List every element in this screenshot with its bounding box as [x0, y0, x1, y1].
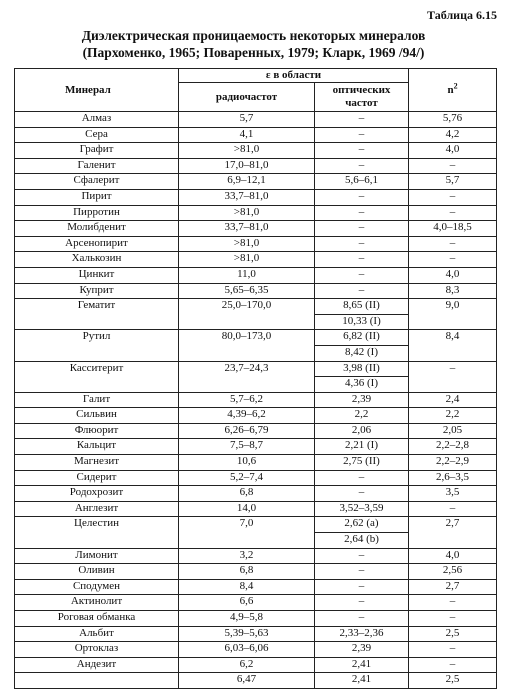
table-title	[0, 27, 507, 61]
radio-value-cell: 4,9–5,8	[179, 611, 315, 627]
table-row	[15, 470, 497, 486]
radio-value-cell: 6,03–6,06	[179, 642, 315, 658]
table-row	[15, 501, 497, 517]
radio-value-cell: 6,9–12,1	[179, 174, 315, 190]
mineral-name-cell: Флюорит	[15, 423, 179, 439]
n-squared-value-cell: 3,5	[409, 486, 497, 502]
table-row	[15, 626, 497, 642]
n-squared-value-cell: –	[409, 189, 497, 205]
n-squared-value-cell: 2,2	[409, 408, 497, 424]
optical-value-cell: –	[315, 158, 409, 174]
radio-value-cell: 7,0	[179, 517, 315, 548]
radio-value-cell: 14,0	[179, 501, 315, 517]
optical-value-cell: 2,41	[315, 657, 409, 673]
n-squared-value-cell: 2,6–3,5	[409, 470, 497, 486]
optical-value-cell: 10,33 (I)	[315, 314, 409, 330]
n-squared-value-cell: 2,5	[409, 626, 497, 642]
optical-value-cell: 5,6–6,1	[315, 174, 409, 190]
n-squared-value-cell: 2,2–2,9	[409, 455, 497, 471]
mineral-name-cell: Сподумен	[15, 579, 179, 595]
n-squared-value-cell: 8,4	[409, 330, 497, 361]
n-squared-value-cell: 8,3	[409, 283, 497, 299]
radio-value-cell: 80,0–173,0	[179, 330, 315, 361]
optical-value-cell: 2,39	[315, 642, 409, 658]
optical-value-cell: 2,64 (b)	[315, 533, 409, 549]
n-squared-value-cell: –	[409, 657, 497, 673]
table-row	[15, 423, 497, 439]
optical-value-cell: 2,75 (II)	[315, 455, 409, 471]
table-row	[15, 205, 497, 221]
mineral-name-cell: Роговая обманка	[15, 611, 179, 627]
n-squared-value-cell: 2,56	[409, 564, 497, 580]
radio-value-cell: 33,7–81,0	[179, 221, 315, 237]
mineral-name-cell: Целестин	[15, 517, 179, 548]
n-squared-value-cell: 4,0	[409, 548, 497, 564]
header-epsilon-region: ε в области	[179, 69, 409, 83]
mineral-name-cell: Галенит	[15, 158, 179, 174]
n-squared-value-cell: –	[409, 501, 497, 517]
n-squared-value-cell: 4,0	[409, 143, 497, 159]
optical-value-cell: 2,41	[315, 673, 409, 689]
mineral-name-cell: Актинолит	[15, 595, 179, 611]
radio-value-cell: 7,5–8,7	[179, 439, 315, 455]
n-letter: n	[447, 83, 454, 96]
table-row	[15, 158, 497, 174]
mineral-name-cell: Пирротин	[15, 205, 179, 221]
n-squared-value-cell: –	[409, 611, 497, 627]
n-squared-value-cell: 4,0–18,5	[409, 221, 497, 237]
radio-value-cell: 4,39–6,2	[179, 408, 315, 424]
table-row	[15, 673, 497, 689]
optical-value-cell: –	[315, 205, 409, 221]
header-radio: радиочастот	[179, 83, 315, 112]
optical-value-cell: 8,42 (I)	[315, 345, 409, 361]
mineral-name-cell: Сфалерит	[15, 174, 179, 190]
n-squared-value-cell: 5,7	[409, 174, 497, 190]
n-squared-value-cell: 2,7	[409, 517, 497, 548]
n-squared-value-cell: 2,5	[409, 673, 497, 689]
optical-value-cell: –	[315, 564, 409, 580]
table-row	[15, 579, 497, 595]
mineral-name-cell: Магнезит	[15, 455, 179, 471]
mineral-name-cell: Англезит	[15, 501, 179, 517]
table-row	[15, 642, 497, 658]
optical-value-cell: 3,98 (II)	[315, 361, 409, 377]
table-row	[15, 455, 497, 471]
optical-value-cell: –	[315, 611, 409, 627]
dielectric-table	[14, 68, 497, 689]
mineral-name-cell: Ортоклаз	[15, 642, 179, 658]
mineral-name-cell: Халькозин	[15, 252, 179, 268]
title-line-1: Диэлектрическая проницаемость некоторых минералов	[81, 28, 426, 43]
optical-value-cell: –	[315, 143, 409, 159]
table-row	[15, 486, 497, 502]
radio-value-cell: 17,0–81,0	[179, 158, 315, 174]
optical-value-cell: –	[315, 127, 409, 143]
mineral-name-cell: Алмаз	[15, 112, 179, 128]
n-squared-value-cell: 2,2–2,8	[409, 439, 497, 455]
table-row	[15, 299, 497, 315]
n-squared-value-cell: –	[409, 595, 497, 611]
mineral-name-cell: Альбит	[15, 626, 179, 642]
radio-value-cell: 4,1	[179, 127, 315, 143]
optical-value-cell: 8,65 (II)	[315, 299, 409, 315]
radio-value-cell: 23,7–24,3	[179, 361, 315, 392]
n-squared-value-cell: –	[409, 236, 497, 252]
n-squared-value-cell: –	[409, 361, 497, 392]
radio-value-cell: 6,2	[179, 657, 315, 673]
optical-value-cell: 6,82 (II)	[315, 330, 409, 346]
optical-value-cell: 2,33–2,36	[315, 626, 409, 642]
optical-value-cell: –	[315, 548, 409, 564]
radio-value-cell: 6,8	[179, 486, 315, 502]
n-squared-value-cell: 9,0	[409, 299, 497, 330]
table-row	[15, 174, 497, 190]
table-row	[15, 283, 497, 299]
mineral-name-cell: Сидерит	[15, 470, 179, 486]
optical-value-cell: –	[315, 112, 409, 128]
radio-value-cell: 5,7	[179, 112, 315, 128]
optical-value-cell: 2,2	[315, 408, 409, 424]
radio-value-cell: >81,0	[179, 205, 315, 221]
radio-value-cell: 3,2	[179, 548, 315, 564]
radio-value-cell: 33,7–81,0	[179, 189, 315, 205]
optical-value-cell: –	[315, 486, 409, 502]
n-superscript: 2	[453, 80, 458, 90]
radio-value-cell: 5,65–6,35	[179, 283, 315, 299]
table-row	[15, 439, 497, 455]
mineral-name-cell: Куприт	[15, 283, 179, 299]
mineral-name-cell: Касситерит	[15, 361, 179, 392]
table-row	[15, 112, 497, 128]
table-row	[15, 548, 497, 564]
n-squared-value-cell: –	[409, 642, 497, 658]
table-row	[15, 330, 497, 346]
n-squared-value-cell: 4,0	[409, 267, 497, 283]
mineral-name-cell: Сильвин	[15, 408, 179, 424]
radio-value-cell: 5,7–6,2	[179, 392, 315, 408]
n-squared-value-cell: –	[409, 205, 497, 221]
mineral-name-cell: Гематит	[15, 299, 179, 330]
optical-value-cell: –	[315, 283, 409, 299]
n-squared-value-cell: 2,4	[409, 392, 497, 408]
table-row	[15, 517, 497, 533]
table-row	[15, 611, 497, 627]
table-row	[15, 143, 497, 159]
title-line-2: (Пархоменко, 1965; Поваренных, 1979; Кларк, 1969 /94/)	[82, 45, 425, 60]
radio-value-cell: 6,6	[179, 595, 315, 611]
radio-value-cell: 6,8	[179, 564, 315, 580]
optical-value-cell: 4,36 (I)	[315, 377, 409, 393]
radio-value-cell: >81,0	[179, 252, 315, 268]
table-row	[15, 221, 497, 237]
radio-value-cell: 6,47	[179, 673, 315, 689]
mineral-name-cell: Рутил	[15, 330, 179, 361]
n-squared-value-cell: 2,7	[409, 579, 497, 595]
radio-value-cell: >81,0	[179, 143, 315, 159]
radio-value-cell: 5,2–7,4	[179, 470, 315, 486]
table-row	[15, 361, 497, 377]
mineral-name-cell: Пирит	[15, 189, 179, 205]
table-row	[15, 267, 497, 283]
mineral-name-cell: Галит	[15, 392, 179, 408]
table-body	[15, 112, 497, 689]
table-row	[15, 127, 497, 143]
mineral-name-cell: Графит	[15, 143, 179, 159]
optical-value-cell: 2,21 (I)	[315, 439, 409, 455]
optical-value-cell: –	[315, 189, 409, 205]
table-row	[15, 657, 497, 673]
optical-value-cell: 2,06	[315, 423, 409, 439]
radio-value-cell: 11,0	[179, 267, 315, 283]
optical-value-cell: –	[315, 267, 409, 283]
mineral-name-cell: Родохрозит	[15, 486, 179, 502]
optical-value-cell: –	[315, 221, 409, 237]
optical-value-cell: 2,39	[315, 392, 409, 408]
mineral-name-cell: Оливин	[15, 564, 179, 580]
radio-value-cell: 5,39–5,63	[179, 626, 315, 642]
optical-value-cell: 3,52–3,59	[315, 501, 409, 517]
n-squared-value-cell: –	[409, 252, 497, 268]
mineral-name-cell: Лимонит	[15, 548, 179, 564]
n-squared-value-cell: –	[409, 158, 497, 174]
table-row	[15, 236, 497, 252]
radio-value-cell: 10,6	[179, 455, 315, 471]
optical-value-cell: –	[315, 579, 409, 595]
radio-value-cell: 6,26–6,79	[179, 423, 315, 439]
optical-value-cell: –	[315, 470, 409, 486]
mineral-name-cell	[15, 673, 179, 689]
mineral-name-cell: Арсенопирит	[15, 236, 179, 252]
optical-value-cell: –	[315, 236, 409, 252]
mineral-name-cell: Андезит	[15, 657, 179, 673]
table-row	[15, 252, 497, 268]
table-row	[15, 408, 497, 424]
radio-value-cell: 25,0–170,0	[179, 299, 315, 330]
table-row	[15, 392, 497, 408]
header-optical: оптических частот	[315, 83, 409, 112]
mineral-name-cell: Цинкит	[15, 267, 179, 283]
mineral-name-cell: Молибденит	[15, 221, 179, 237]
table-row	[15, 564, 497, 580]
header-mineral: Минерал	[15, 69, 179, 112]
header-n-squared	[409, 69, 497, 112]
table-row	[15, 189, 497, 205]
n-squared-value-cell: 5,76	[409, 112, 497, 128]
mineral-name-cell: Кальцит	[15, 439, 179, 455]
optical-value-cell: 2,62 (a)	[315, 517, 409, 533]
radio-value-cell: 8,4	[179, 579, 315, 595]
table-number-label: Таблица 6.15	[427, 8, 497, 22]
mineral-name-cell: Сера	[15, 127, 179, 143]
optical-value-cell: –	[315, 595, 409, 611]
optical-value-cell: –	[315, 252, 409, 268]
n-squared-value-cell: 2,05	[409, 423, 497, 439]
radio-value-cell: >81,0	[179, 236, 315, 252]
table-row	[15, 595, 497, 611]
n-squared-value-cell: 4,2	[409, 127, 497, 143]
